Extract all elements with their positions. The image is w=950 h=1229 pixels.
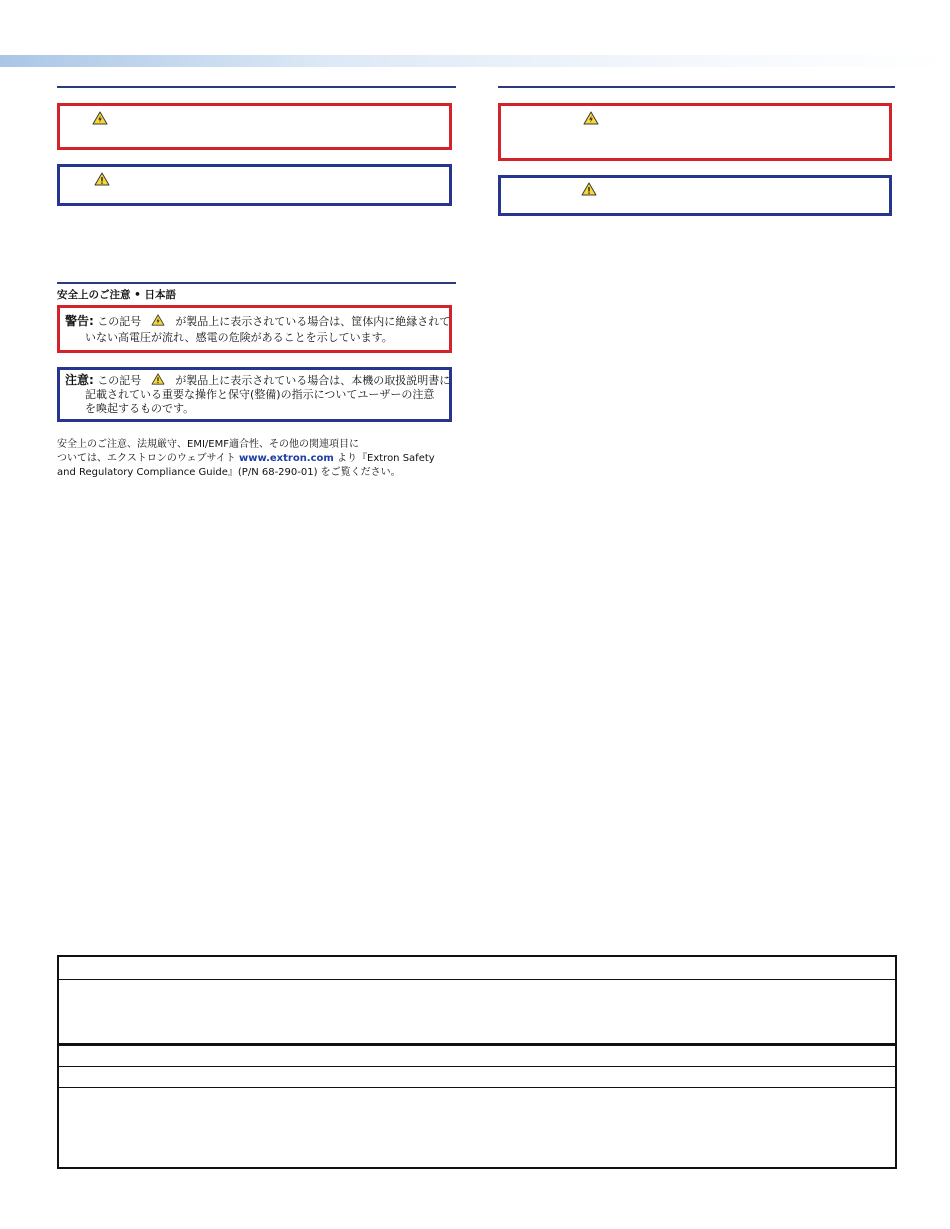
electrical-hazard-icon (151, 314, 165, 326)
left-section-rule (57, 86, 456, 88)
warning-triangle-icon (581, 182, 597, 196)
table-header-row (59, 1067, 895, 1088)
warning-text-line2: いない高電圧が流れ、感電の危険があることを示しています。 (85, 331, 393, 344)
japanese-caution-text (65, 373, 451, 416)
japanese-warning-text (65, 313, 451, 346)
warning-triangle-icon (94, 172, 110, 186)
japanese-section-rule (57, 282, 456, 284)
left-warning-box (57, 103, 452, 150)
bottom-table-upper (57, 955, 897, 1045)
warning-triangle-icon (151, 373, 165, 385)
bottom-table-lower (57, 1044, 897, 1169)
table-body-row (59, 980, 895, 1043)
caution-text-before-icon: この記号 (97, 374, 142, 387)
warning-label: 警告: (65, 314, 94, 328)
info-line2-before-link: ついては、エクストロンのウェブサイト (57, 453, 236, 464)
japanese-info-paragraph (57, 438, 457, 480)
left-caution-box (57, 164, 452, 206)
warning-text-before-icon: この記号 (97, 315, 142, 328)
caution-text-line2: 記載されている重要な操作と保守(整備)の指示についてユーザーの注意 (85, 388, 435, 401)
right-warning-box (498, 103, 892, 161)
table-divider-row (59, 1046, 895, 1067)
caution-text-after-icon: が製品上に表示されている場合は、本機の取扱説明書に (175, 374, 451, 387)
right-caution-box (498, 175, 892, 216)
caution-text-line3: を喚起するものです。 (85, 402, 195, 415)
table-header-row (59, 957, 895, 980)
extron-website-link[interactable]: www.extron.com (239, 453, 334, 464)
table-body-row (59, 1088, 895, 1167)
header-gradient-bar (0, 55, 950, 67)
info-line1: 安全上のご注意、法規厳守、EMI/EMF適合性、その他の関連項目に (57, 439, 359, 450)
info-line2-after-link: より『Extron Safety (337, 453, 435, 464)
electrical-hazard-icon (583, 111, 599, 125)
warning-text-after-icon: が製品上に表示されている場合は、筐体内に絶縁されて (175, 315, 451, 328)
caution-label: 注意: (65, 373, 94, 387)
japanese-section-heading: 安全上のご注意 • 日本語 (57, 289, 177, 301)
right-section-rule (498, 86, 895, 88)
info-line3: and Regulatory Compliance Guide』(P/N 68-290-01) をご覧ください。 (57, 467, 401, 478)
electrical-hazard-icon (92, 111, 108, 125)
